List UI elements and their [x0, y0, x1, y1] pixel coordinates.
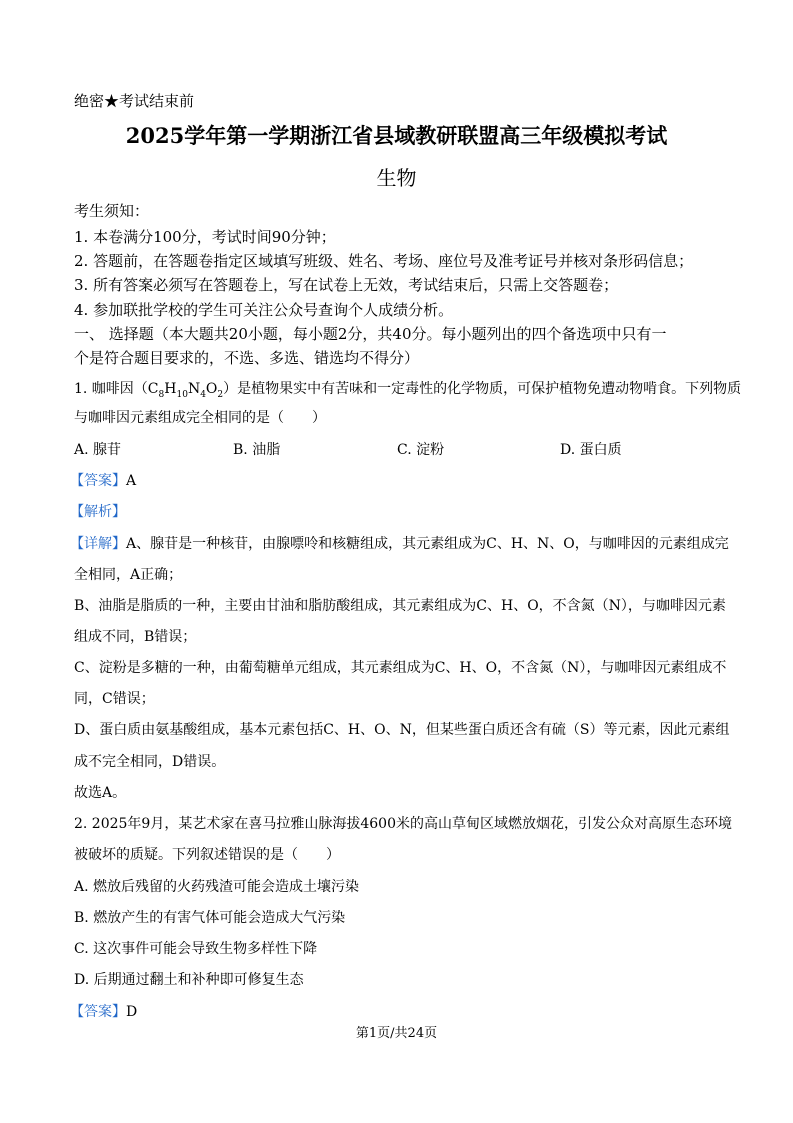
confidential-mark: 绝密★考试结束前: [74, 92, 195, 110]
question-1-option-b: B. 油脂: [233, 442, 281, 458]
answer-tag: 【答案】: [70, 1004, 126, 1020]
notice-item: 4. 参加联批学校的学生可关注公众号查询个人成绩分析。: [74, 301, 454, 319]
question-1-stem: 1. 咖啡因$(C_8H_{10}N_4O_2)$是植物果实中有苦味和一定毒性的化学物质，可保护植物免遭动物啃食。下列物质: [74, 381, 742, 400]
question-2-option-b: B. 燃放产生的有害气体可能会造成大气污染: [74, 910, 346, 926]
question-1-answer: 【答案】A: [70, 473, 137, 489]
question-1-detail-line: 全相同，A正确；: [74, 567, 183, 583]
question-1-detail-line: C、淀粉是多糖的一种，由葡萄糖单元组成，其元素组成为C、H、O，不含氮（N），与咖啡因元素组成不: [74, 660, 727, 676]
question-1-detail-line: 同，C错误；: [74, 691, 155, 707]
question-1-detail: 【详解】A、腺苷是一种核苷，由腺嘌呤和核糖组成，其元素组成为C、H、N、O，与咖啡因的元素组成完: [70, 536, 729, 552]
question-1-stem-cont: 与咖啡因元素组成完全相同的是（ ）: [74, 410, 326, 426]
notice-item: 1. 本卷满分100分，考试时间90分钟；: [74, 228, 336, 246]
section-heading: 一、 选择题（本大题共20小题，每小题2分，共40分。每小题列出的四个备选项中只有一: [74, 325, 667, 343]
question-1-detail-line: 成不完全相同，D错误。: [74, 754, 226, 770]
answer-tag: 【答案】: [70, 473, 126, 489]
question-1-analysis-tag: 【解析】: [70, 504, 126, 520]
question-1-detail-line: D、蛋白质由氨基酸组成，基本元素包括C、H、O、N，但某些蛋白质还含有硫（S）等元素，因此元素组: [74, 722, 730, 738]
question-1-detail-line: B、油脂是脂质的一种，主要由甘油和脂肪酸组成，其元素组成为C、H、O，不含氮（N），与咖啡因元素: [74, 598, 726, 614]
detail-tag: 【详解】: [70, 536, 126, 552]
question-2-stem: 2. 2025年9月，某艺术家在喜马拉雅山脉海拔4600米的高山草甸区域燃放烟花，引发公众对高原生态环境: [74, 816, 732, 832]
exam-title: 2025学年第一学期浙江省县域教研联盟高三年级模拟考试: [125, 123, 668, 148]
question-1-detail-line: 组成不同，B错误；: [74, 629, 197, 645]
question-1-option-d: D. 蛋白质: [560, 442, 622, 458]
notice-heading: 考生须知：: [74, 202, 150, 220]
question-1-conclusion: 故选A。: [74, 785, 127, 801]
question-2-option-a: A. 燃放后残留的火药残渣可能会造成土壤污染: [74, 879, 360, 895]
question-2-option-d: D. 后期通过翻土和补种即可修复生态: [74, 972, 304, 988]
question-1-option-a: A. 腺苷: [74, 442, 122, 458]
question-2-answer: 【答案】D: [70, 1004, 138, 1020]
subject-title: 生物: [376, 166, 417, 190]
question-2-stem-cont: 被破坏的质疑。下列叙述错误的是（ ）: [74, 847, 340, 863]
question-1-option-c: C. 淀粉: [397, 442, 445, 458]
section-heading-cont: 个是符合题目要求的，不选、多选、错选均不得分）: [74, 349, 420, 367]
notice-item: 3. 所有答案必须写在答题卷上，写在试卷上无效，考试结束后，只需上交答题卷；: [74, 276, 619, 294]
notice-item: 2. 答题前，在答题卷指定区域填写班级、姓名、考场、座位号及准考证号并核对条形码信息；: [74, 252, 694, 270]
question-2-option-c: C. 这次事件可能会导致生物多样性下降: [74, 941, 318, 957]
page-footer: 第1页/共24页: [355, 1026, 438, 1041]
